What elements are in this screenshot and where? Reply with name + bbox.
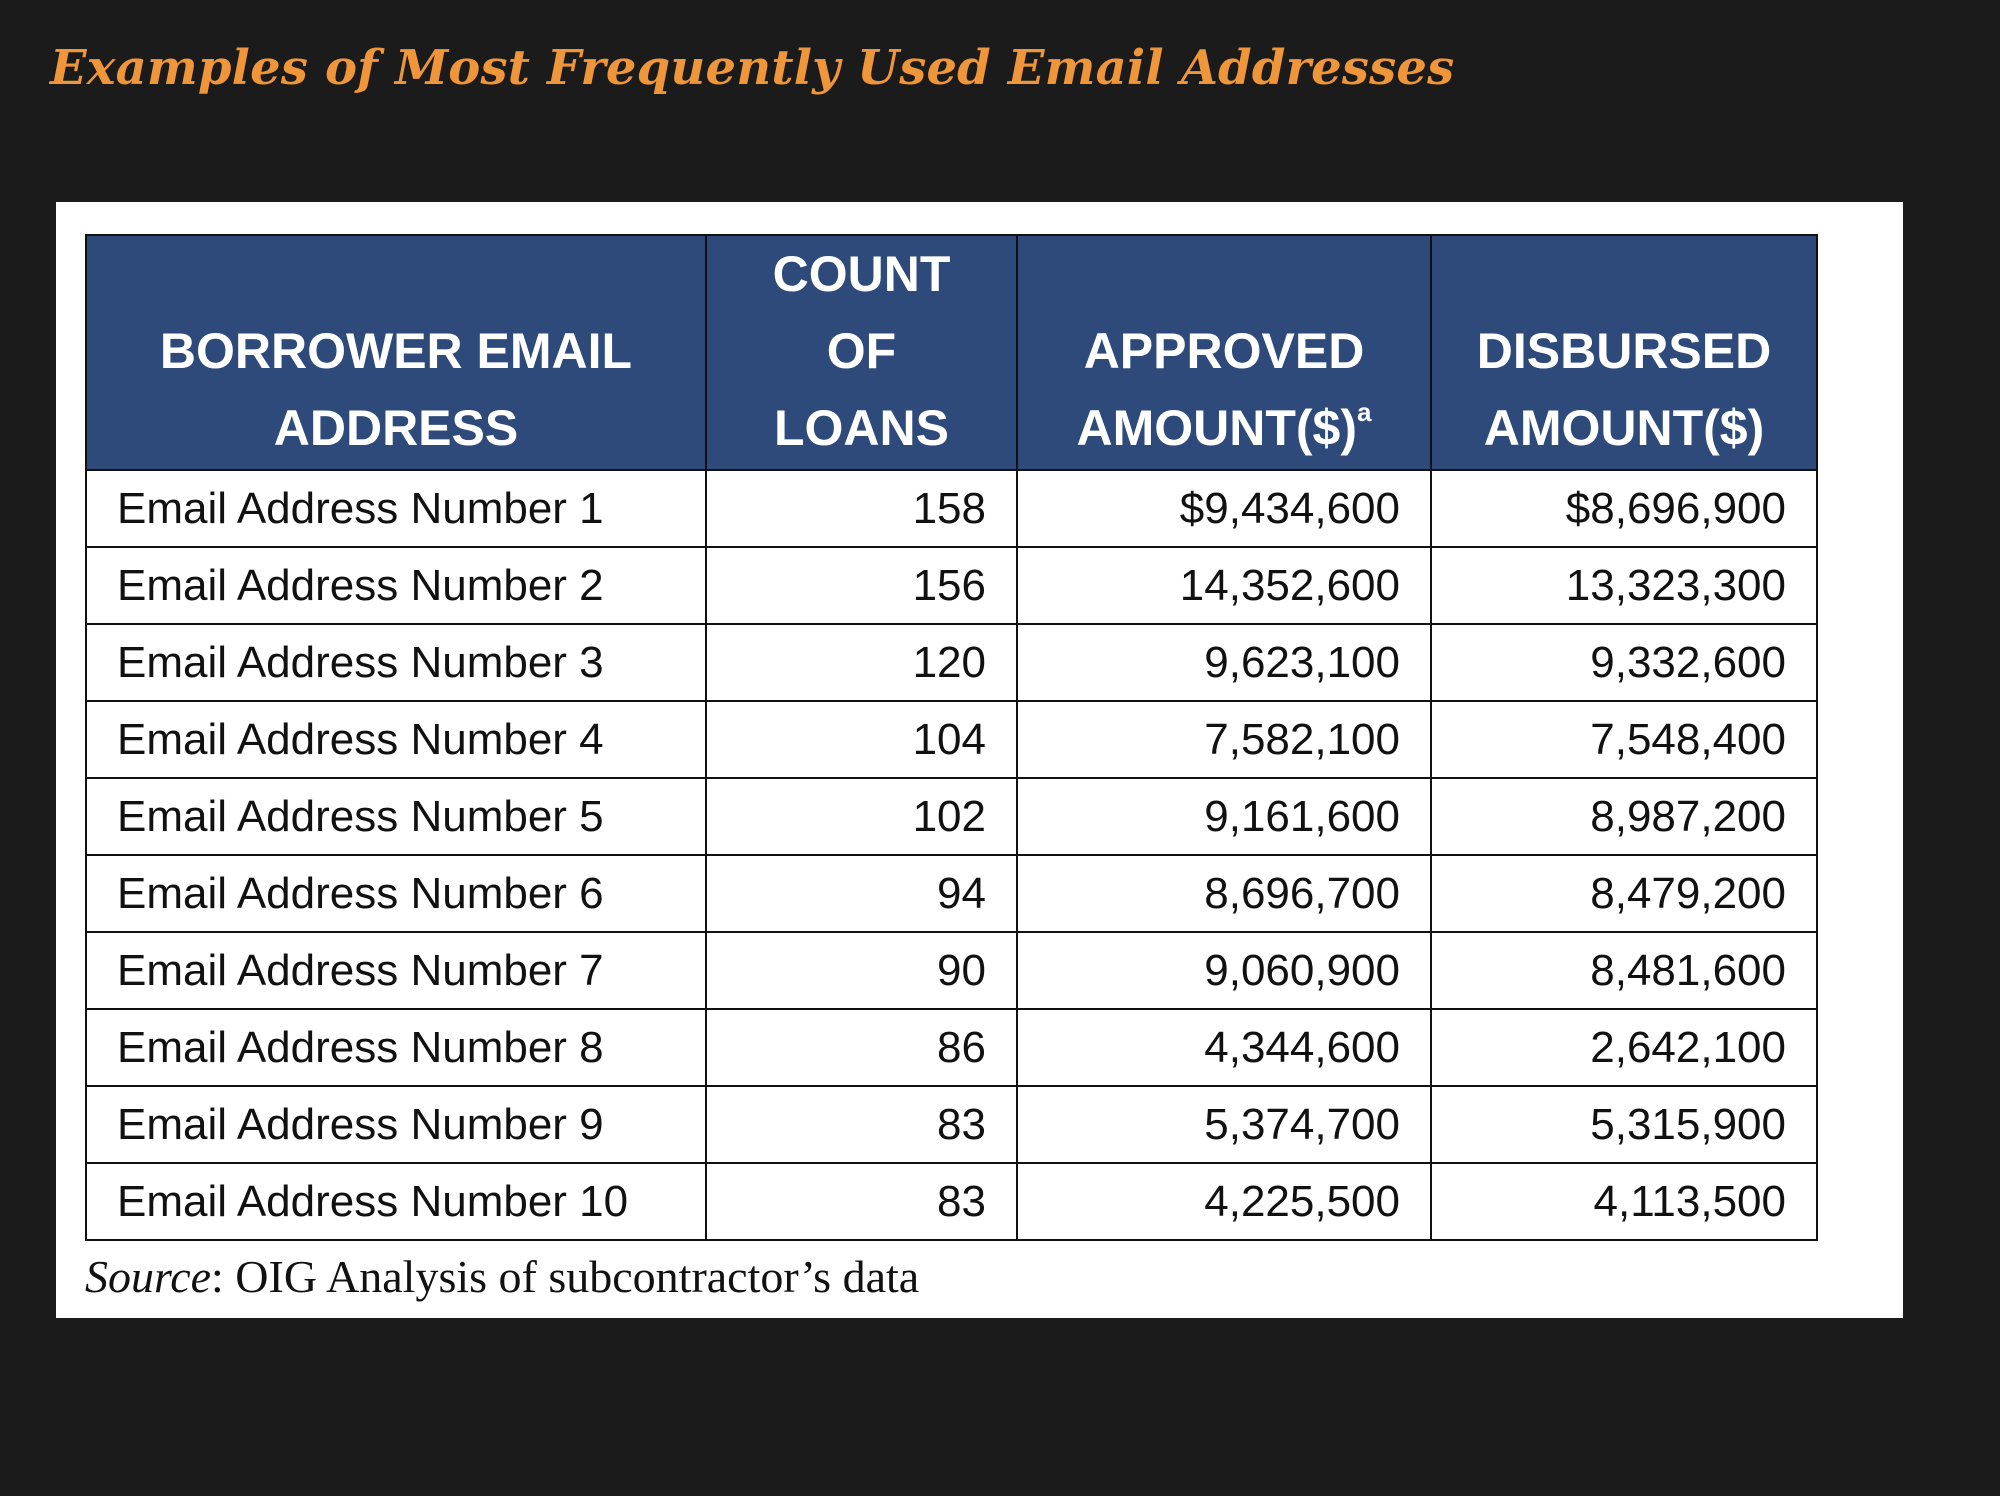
email-cell: Email Address Number 9 [86, 1086, 706, 1163]
disbursed-cell: $8,696,900 [1431, 470, 1817, 547]
disbursed-cell: 7,548,400 [1431, 701, 1817, 778]
approved-cell: 9,060,900 [1017, 932, 1431, 1009]
approved-cell: 4,225,500 [1017, 1163, 1431, 1240]
disbursed-cell: 13,323,300 [1431, 547, 1817, 624]
count-cell: 86 [706, 1009, 1017, 1086]
count-cell: 158 [706, 470, 1017, 547]
table-row [86, 932, 1817, 1009]
header-line: APPROVED [1083, 323, 1365, 379]
footnote-marker: a [1357, 397, 1372, 427]
disbursed-cell: 5,315,900 [1431, 1086, 1817, 1163]
email-cell: Email Address Number 3 [86, 624, 706, 701]
disbursed-cell: 9,332,600 [1431, 624, 1817, 701]
count-cell: 83 [706, 1086, 1017, 1163]
header-count-of-loans [706, 235, 1017, 470]
header-line: BORROWER EMAIL [159, 323, 633, 379]
count-cell: 156 [706, 547, 1017, 624]
header-borrower-email-address [86, 235, 706, 470]
table-row [86, 470, 1817, 547]
header-line: AMOUNT($) [1483, 400, 1765, 456]
email-cell: Email Address Number 7 [86, 932, 706, 1009]
table-panel [56, 202, 1903, 1318]
email-cell: Email Address Number 1 [86, 470, 706, 547]
header-line [1022, 390, 1426, 467]
approved-cell: 8,696,700 [1017, 855, 1431, 932]
loans-table [85, 234, 1818, 1241]
header-approved-amount [1017, 235, 1431, 470]
disbursed-cell: 8,987,200 [1431, 778, 1817, 855]
count-cell: 94 [706, 855, 1017, 932]
approved-cell: 9,161,600 [1017, 778, 1431, 855]
disbursed-cell: 8,481,600 [1431, 932, 1817, 1009]
table-row [86, 1009, 1817, 1086]
header-line: COUNT [772, 246, 951, 302]
header-line: ADDRESS [273, 400, 519, 456]
table-row [86, 701, 1817, 778]
table-row [86, 547, 1817, 624]
approved-cell: 9,623,100 [1017, 624, 1431, 701]
email-cell: Email Address Number 8 [86, 1009, 706, 1086]
disbursed-cell: 4,113,500 [1431, 1163, 1817, 1240]
approved-cell: 14,352,600 [1017, 547, 1431, 624]
count-cell: 102 [706, 778, 1017, 855]
count-cell: 83 [706, 1163, 1017, 1240]
count-cell: 90 [706, 932, 1017, 1009]
approved-cell: 4,344,600 [1017, 1009, 1431, 1086]
approved-cell: $9,434,600 [1017, 470, 1431, 547]
source-text: : OIG Analysis of subcontractor’s data [211, 1251, 920, 1302]
table-row [86, 1163, 1817, 1240]
source-label: Source [85, 1251, 212, 1302]
disbursed-cell: 2,642,100 [1431, 1009, 1817, 1086]
count-cell: 120 [706, 624, 1017, 701]
header-line: OF [826, 323, 897, 379]
table-header-row [86, 235, 1817, 470]
email-cell: Email Address Number 2 [86, 547, 706, 624]
header-disbursed-amount [1431, 235, 1817, 470]
table-row [86, 624, 1817, 701]
source-note [85, 1250, 919, 1303]
header-line: DISBURSED [1476, 323, 1772, 379]
header-line-text: AMOUNT($) [1076, 400, 1358, 456]
table-row [86, 855, 1817, 932]
email-cell: Email Address Number 4 [86, 701, 706, 778]
email-cell: Email Address Number 10 [86, 1163, 706, 1240]
approved-cell: 5,374,700 [1017, 1086, 1431, 1163]
table-row [86, 1086, 1817, 1163]
page-title: Examples of Most Frequently Used Email Addresses [50, 40, 1455, 96]
approved-cell: 7,582,100 [1017, 701, 1431, 778]
email-cell: Email Address Number 6 [86, 855, 706, 932]
count-cell: 104 [706, 701, 1017, 778]
table-row [86, 778, 1817, 855]
header-line: LOANS [774, 400, 949, 456]
email-cell: Email Address Number 5 [86, 778, 706, 855]
disbursed-cell: 8,479,200 [1431, 855, 1817, 932]
